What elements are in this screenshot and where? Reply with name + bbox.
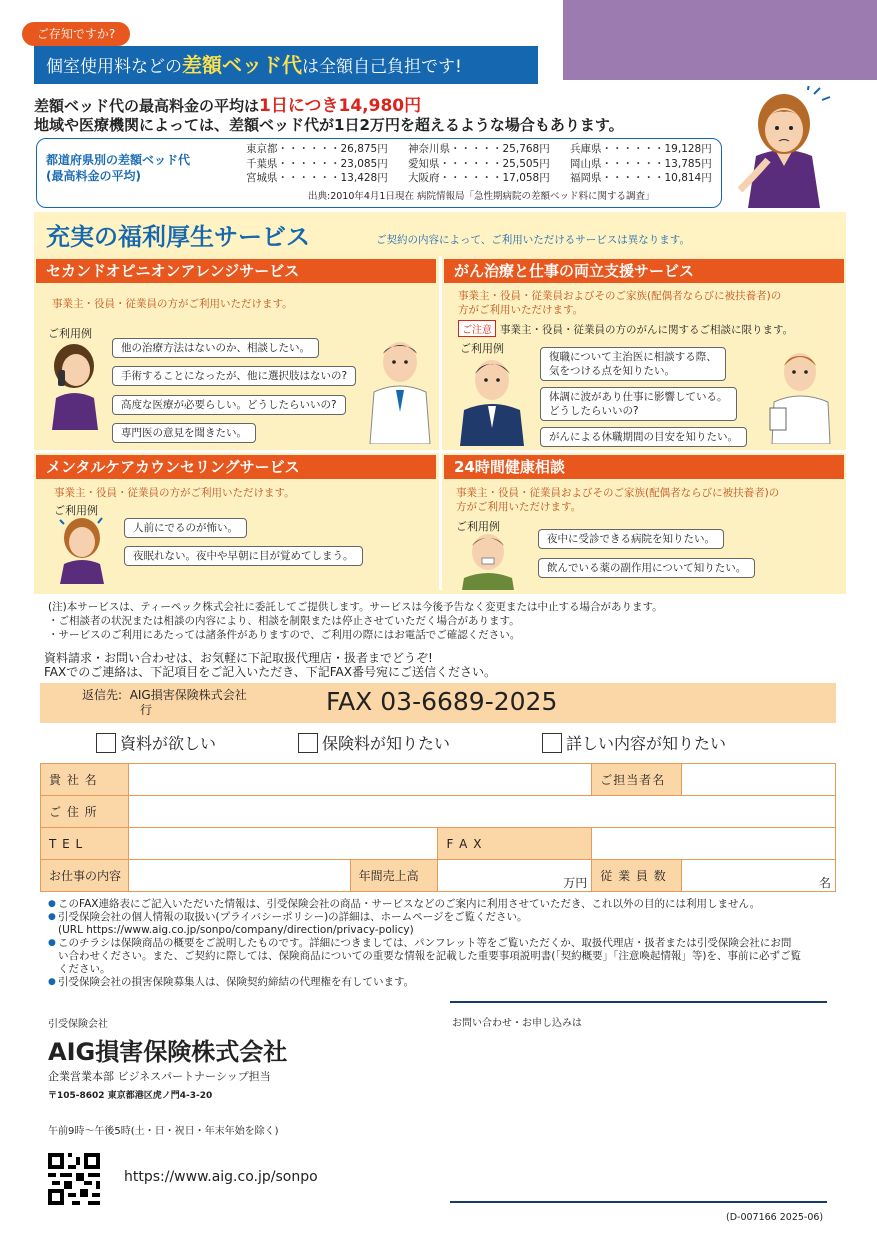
pref-osaka: 大阪府・・・・・・17,058円: [408, 172, 550, 184]
fax-number: FAX 03-6689-2025: [326, 687, 558, 716]
annual-sales-field[interactable]: [438, 860, 592, 892]
sick-man-illustration: [460, 530, 516, 590]
company-name-label: 貴 社 名: [41, 764, 129, 796]
over-20000-line: 地域や医療機関によっては、差額ベッド代が1日2万円を超えるような場合もあります。: [34, 116, 624, 134]
sales-unit: 万円: [563, 876, 588, 890]
second-opinion-desc: 事業主・役員・従業員の方がご利用いただけます。: [52, 298, 293, 310]
services-title: 充実の福利厚生サービス: [46, 223, 310, 251]
worried-woman-illustration: [734, 86, 834, 208]
contact-person-field[interactable]: [682, 764, 836, 796]
divider-top: [450, 1001, 827, 1003]
second-opinion-usage-label: ご利用例: [48, 327, 92, 340]
mental-care-desc: 事業主・役員・従業員の方がご利用いただけます。: [54, 487, 295, 499]
insurer-address: 〒105-8602 東京都港区虎ノ門4-3-20: [48, 1091, 213, 1101]
example-bubble: 人前にでるのが怖い。: [124, 518, 247, 538]
contact-line-2: FAXでのご連絡は、下記項目をご記入いただき、下記FAX番号宛にご送信ください。: [44, 665, 496, 679]
insurer-label: 引受保険会社: [48, 1019, 108, 1030]
pref-kanagawa: 神奈川県・・・・・25,768円: [408, 143, 550, 155]
did-you-know-bubble: ご存知ですか?: [22, 22, 130, 46]
example-bubble: 専門医の意見を聞きたい。: [112, 423, 256, 443]
cancer-support-desc: [458, 289, 781, 317]
bullet-item: ● 引受保険会社の損害保険募集人は、保険契約締結の代理権を有しています。: [48, 976, 838, 989]
example-line: 気をつける点を知りたい。: [549, 365, 675, 377]
health-desc-line-1: 事業主・役員・従業員およびそのご家族(配偶者ならびに被扶養者)の: [456, 487, 780, 499]
caution-tag: ご注意: [458, 320, 496, 337]
note-line: ・サービスのご利用にあたっては諸条件がありますので、ご利用の際にはお電話でご確認ください。: [48, 629, 521, 641]
cancer-desc-line-2: 方がご利用いただけます。: [458, 304, 584, 316]
privacy-url: (URL https://www.aig.co.jp/sonpo/company/direction/privacy-policy): [58, 924, 414, 936]
prefecture-col-1: [246, 142, 388, 186]
services-note: ご契約の内容によって、ご利用いただけるサービスは異なります。: [376, 234, 690, 246]
example-bubble: [540, 347, 726, 381]
example-bubble: 他の治療方法はないのか、相談したい。: [112, 338, 319, 358]
example-bubble: 夜中に受診できる病院を知りたい。: [538, 529, 724, 549]
example-line: 復職について主治医に相談する際、: [549, 351, 717, 363]
checkbox-details[interactable]: [542, 731, 726, 754]
consultant-illustration: [768, 344, 834, 444]
employees-label: 従 業 員 数: [592, 860, 682, 892]
service-notes: [48, 600, 663, 642]
checkbox-label: 保険料が知りたい: [322, 734, 451, 753]
contact-line-1: 資料請求・お問い合わせは、お気軽に下記取扱代理店・扱者までどうぞ!: [44, 651, 433, 665]
website-url[interactable]: https://www.aig.co.jp/sonpo: [124, 1169, 318, 1185]
cancer-usage-label: ご利用例: [460, 342, 504, 355]
average-fee-value: 1日につき14,980円: [259, 96, 422, 116]
cancer-desc-line-1: 事業主・役員・従業員およびそのご家族(配偶者ならびに被扶養者)の: [458, 290, 782, 302]
anxious-woman-illustration: [58, 514, 106, 584]
checkbox-square[interactable]: [298, 733, 318, 753]
example-line: 体調に波があり仕事に影響している。: [549, 391, 728, 403]
employees-field[interactable]: [682, 860, 836, 892]
example-bubble: 飲んでいる薬の副作用について知りたい。: [538, 558, 755, 578]
cancer-support-header: がん治療と仕事の両立支援サービス: [444, 259, 844, 283]
address-field[interactable]: [128, 796, 835, 828]
pref-fukuoka: 福岡県・・・・・・10,814円: [570, 172, 712, 184]
tel-label: T E L: [41, 828, 129, 860]
insurer-name: AIG損害保険株式会社: [48, 1038, 288, 1066]
second-opinion-header: セカンドオピニオンアレンジサービス: [36, 259, 436, 283]
return-address: [82, 688, 247, 718]
bullet-item: ● このFAX連絡表にご記入いただいた情報は、引受保険会社の商品・サービスなどのご案内に利用させていただき、これ以外の目的には利用しません。: [48, 898, 838, 911]
panel-divider-vertical: [439, 256, 442, 590]
contact-instructions: [44, 651, 496, 679]
annual-sales-label: 年間売上高: [350, 860, 438, 892]
prefecture-title-line: 都道府県別の差額ベッド代: [46, 153, 191, 167]
note-line: (注)本サービスは、ティーペック株式会社に委託してご提供します。サービスは今後予告なく変更または中止する場合があります。: [48, 601, 663, 613]
pref-hyogo: 兵庫県・・・・・・19,128円: [570, 143, 712, 155]
mental-usage-label: ご利用例: [54, 504, 98, 517]
pref-chiba: 千葉県・・・・・・23,085円: [246, 157, 388, 170]
checkbox-premium[interactable]: [298, 731, 450, 754]
employees-unit: 名: [818, 876, 831, 890]
example-bubble: がんによる休職期間の目安を知りたい。: [540, 427, 747, 447]
example-bubble: 手術することになったが、他に選択肢はないの?: [112, 366, 356, 386]
prefecture-title-sub: (最高料金の平均): [46, 169, 141, 183]
prefecture-col-2: [408, 142, 550, 186]
headline-banner: [34, 46, 538, 84]
contact-person-label: ご担当者名: [592, 764, 682, 796]
bullet-continued: ください。: [58, 963, 111, 975]
bullet-continued: い合わせください。また、ご契約に際しては、保険商品についての重要な情報を記載した重要事項説明書(「契約概要」「注意喚起情報」等)を、事前に必ずご覧: [58, 950, 801, 962]
headline-post: は全額自己負担です!: [302, 57, 462, 77]
health-desc-line-2: 方がご利用いただけます。: [456, 501, 582, 513]
woman-on-phone-illustration: [48, 340, 100, 430]
prefecture-col-3: [570, 142, 712, 186]
panel-divider-horizontal: [34, 450, 846, 453]
address-label: ご 住 所: [41, 796, 129, 828]
checkbox-square[interactable]: [96, 733, 116, 753]
fax-label: F A X: [438, 828, 592, 860]
example-bubble: [540, 387, 737, 421]
pref-aichi: 愛知県・・・・・・25,505円: [408, 157, 550, 170]
checkbox-square[interactable]: [542, 733, 562, 753]
business-label: お仕事の内容: [41, 860, 129, 892]
headline-pre: 個室使用料などの: [46, 57, 182, 77]
document-code: (D-007166 2025-06): [726, 1212, 824, 1223]
average-fee-text: 差額ベッド代の最高料金の平均は: [34, 97, 260, 115]
mental-care-header: メンタルケアカウンセリングサービス: [36, 455, 436, 479]
example-line: どうしたらいいの?: [549, 405, 639, 417]
return-company: AIG損害保険株式会社: [129, 688, 247, 702]
health-consult-desc: [456, 486, 779, 514]
divider-bottom: [450, 1201, 827, 1203]
note-line: ・ご相談者の状況または相談の内容により、相談を制限または停止させていただく場合があります。: [48, 615, 520, 627]
doctor-illustration: [364, 332, 434, 444]
caution-text: 事業主・役員・従業員の方のがんに関するご相談に限ります。: [500, 324, 794, 336]
department: 企業営業本部 ビジネスパートナーシップ担当: [48, 1070, 271, 1083]
bullet-item: ● 引受保険会社の個人情報の取扱い(プライバシーポリシー)の詳細は、ホームページをご覧ください。: [48, 911, 838, 924]
company-name-field[interactable]: [128, 764, 591, 796]
bullet-item: ● このチラシは保険商品の概要をご説明したものです。詳細につきましては、パンフレット等をご覧いただくか、取扱代理店・扱者または引受保険会社にお問: [48, 937, 838, 950]
example-bubble: 夜眠れない。夜中や早朝に目が覚めてしまう。: [124, 546, 363, 566]
business-field[interactable]: [128, 860, 350, 892]
health-usage-label: ご利用例: [456, 520, 500, 533]
return-suffix: 行: [140, 703, 153, 717]
pref-okayama: 岡山県・・・・・・13,785円: [570, 157, 712, 170]
prefecture-source: 出典:2010年4月1日現在 病院情報局「急性期病院の差額ベッド料に関する調査」: [308, 191, 655, 202]
inquiry-label: お問い合わせ・お申し込みは: [452, 1018, 582, 1029]
health-consult-header: 24時間健康相談: [444, 455, 844, 479]
pref-miyagi: 宮城県・・・・・・13,428円: [246, 172, 388, 184]
prefecture-fee-title: [46, 152, 236, 184]
return-label: 返信先:: [82, 688, 123, 702]
example-bubble: 高度な医療が必要らしい。どうしたらいいの?: [112, 395, 346, 415]
pref-tokyo: 東京都・・・・・・26,875円: [246, 143, 388, 155]
qr-code-icon[interactable]: [48, 1153, 100, 1205]
fax-field[interactable]: [592, 828, 836, 860]
average-fee-line: [34, 91, 421, 116]
purple-corner-block: [563, 0, 877, 80]
checkbox-label: 詳しい内容が知りたい: [566, 734, 727, 753]
tel-field[interactable]: [128, 828, 438, 860]
businessman-illustration: [458, 352, 528, 446]
checkbox-brochure[interactable]: [96, 731, 216, 754]
headline-highlight: 差額ベッド代: [182, 53, 302, 77]
business-hours: 午前9時〜午後5時(土・日・祝日・年末年始を除く): [48, 1126, 279, 1137]
disclaimer-bullets: [48, 898, 838, 989]
cancer-caution: [458, 320, 793, 337]
checkbox-label: 資料が欲しい: [120, 734, 217, 753]
fax-request-form: [40, 763, 836, 892]
